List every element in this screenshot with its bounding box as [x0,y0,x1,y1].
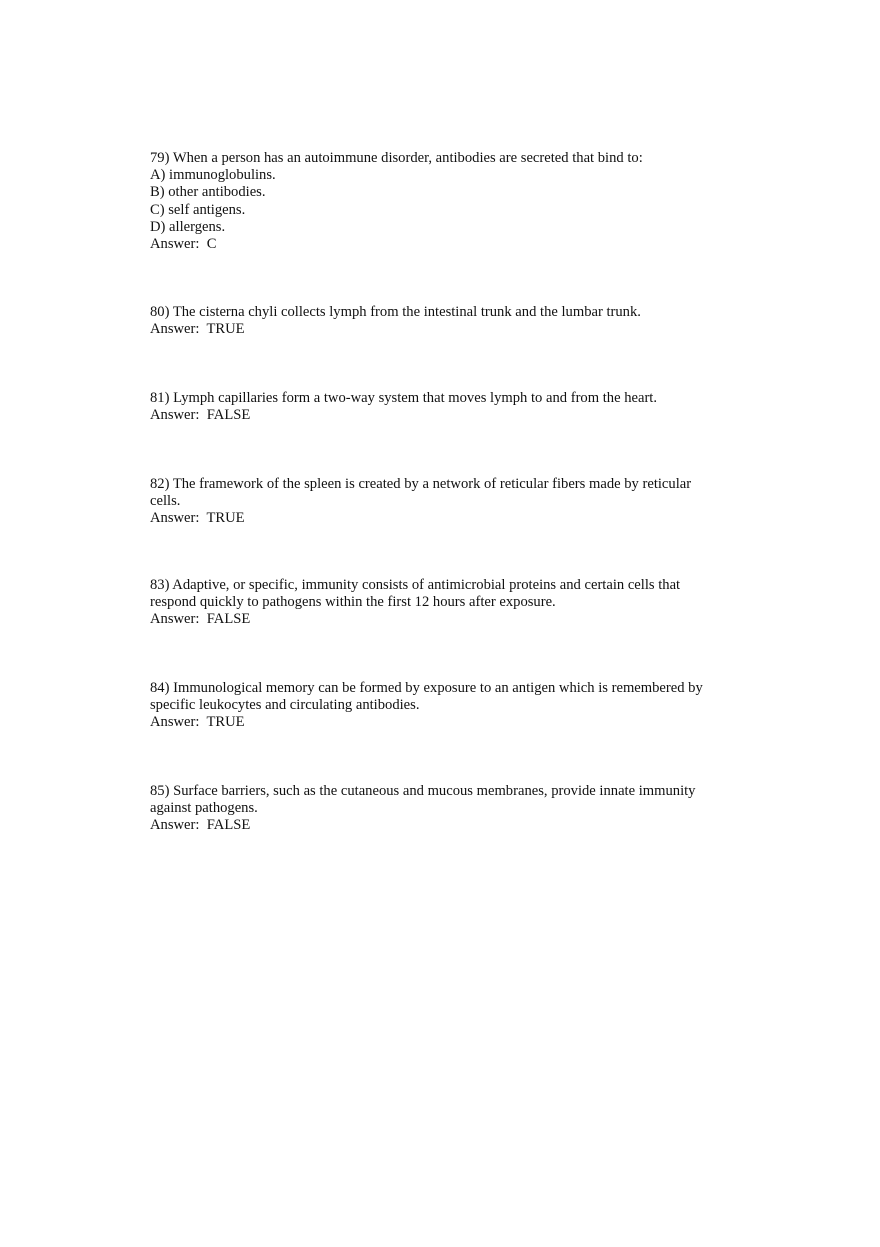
question-stem: 83) Adaptive, or specific, immunity consists of antimicrobial proteins and certain cells that respond quickly to pathogens within the first 12 hours after exposure. [150,577,681,611]
question-stem: 85) Surface barriers, such as the cutaneous and mucous membranes, provide innate immunity against pathogens. [150,783,696,817]
question-79 [150,150,725,253]
question-stem: 79) When a person has an autoimmune disorder, antibodies are secreted that bind to: [150,150,643,166]
question-82 [150,476,725,528]
answer-text: Answer: FALSE [150,407,251,424]
question-84 [150,680,725,732]
answer-text: Answer: FALSE [150,611,251,628]
answer-text: Answer: TRUE [150,321,245,338]
answer-text: Answer: FALSE [150,817,251,834]
question-81 [150,390,725,424]
option-d: D) allergens. [150,218,226,235]
answer-text: Answer: TRUE [150,714,245,731]
question-stem: 82) The framework of the spleen is created by a network of reticular fibers made by reticular cells. [150,476,692,510]
question-stem: 80) The cisterna chyli collects lymph from the intestinal trunk and the lumbar trunk. [150,304,641,320]
question-85 [150,783,725,835]
question-80 [150,304,725,338]
question-83 [150,577,725,629]
option-c: C) self antigens. [150,201,246,218]
option-a: A) immunoglobulins. [150,167,276,184]
question-stem: 81) Lymph capillaries form a two-way system that moves lymph to and from the heart. [150,390,658,406]
option-b: B) other antibodies. [150,184,266,201]
answer-text: Answer: C [150,236,217,253]
question-stem: 84) Immunological memory can be formed by exposure to an antigen which is remembered by specific leukocytes and circulating antibodies. [150,680,703,714]
answer-text: Answer: TRUE [150,510,245,527]
